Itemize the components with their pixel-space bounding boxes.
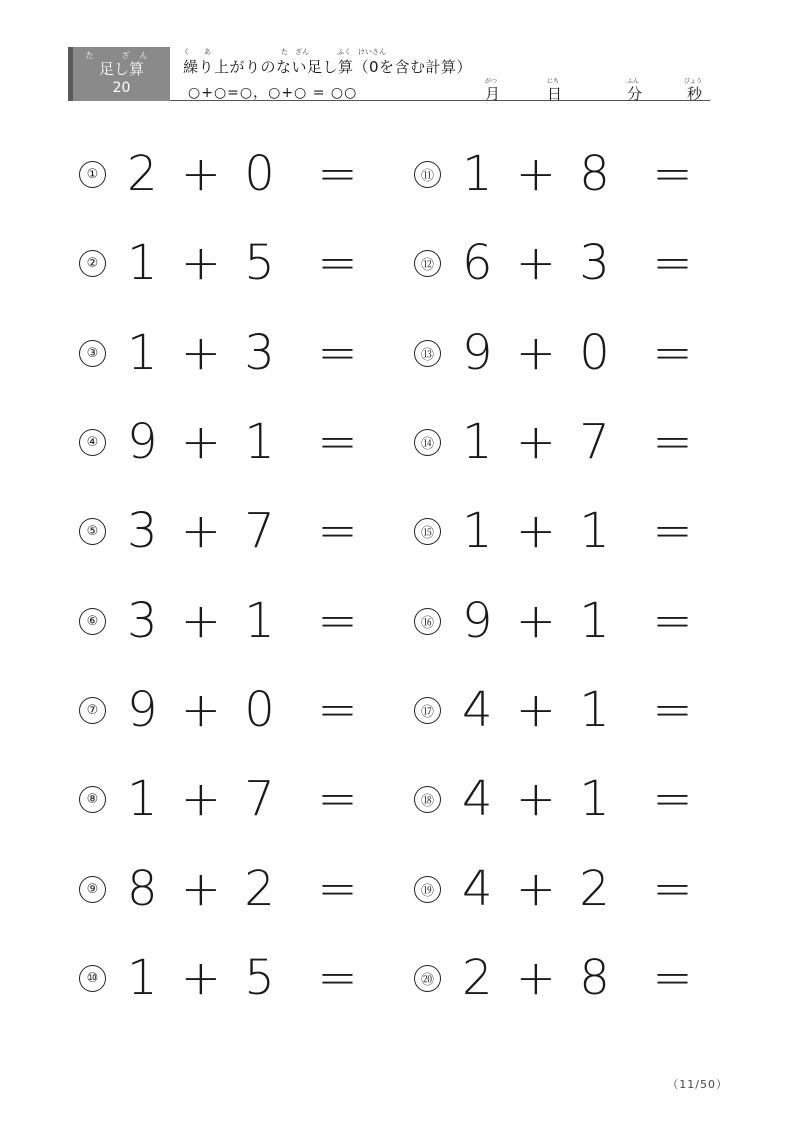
second-label: 秒 (687, 85, 703, 103)
month-label: 月 (485, 85, 501, 103)
problem-item (79, 764, 362, 834)
problem-number: ⑥ (79, 608, 106, 635)
problem-expression: 4 + 2 = (462, 861, 697, 917)
problem-expression: 1 + 8 = (462, 146, 697, 202)
minute-label: 分 (627, 85, 643, 103)
problem-expression: 8 + 2 = (127, 861, 362, 917)
problem-number: ① (79, 161, 106, 188)
title-ruby: く あ た ざん ふく けいさん (183, 48, 386, 56)
problem-expression: 1 + 3 = (127, 325, 362, 381)
problem-number: ⑯ (414, 608, 441, 635)
problem-number: ⑬ (414, 340, 441, 367)
problem-number: ⑱ (414, 786, 441, 813)
problem-number: ④ (79, 429, 106, 456)
problem-number: ⑮ (414, 518, 441, 545)
month-ruby: がつ (485, 78, 498, 85)
problem-expression: 4 + 1 = (462, 771, 697, 827)
problem-item (414, 675, 697, 745)
problem-number: ⑪ (414, 161, 441, 188)
problem-number: ② (79, 250, 106, 277)
problem-expression: 9 + 1 = (127, 414, 362, 470)
problem-item (79, 228, 362, 298)
problem-expression: 6 + 3 = (462, 235, 697, 291)
problem-expression: 9 + 1 = (462, 593, 697, 649)
problem-expression: 1 + 5 = (127, 950, 362, 1006)
problem-item (79, 318, 362, 388)
worksheet-title: 繰り上がりのない足し算（0を含む計算） (183, 58, 473, 76)
problem-item (414, 407, 697, 477)
problem-expression: 9 + 0 = (462, 325, 697, 381)
problem-item (79, 407, 362, 477)
worksheet-subtitle: ○+○=○，○+○ = ○○ (188, 85, 358, 101)
problem-expression: 4 + 1 = (462, 682, 697, 738)
tab-ruby: た ざん (85, 51, 158, 60)
problem-expression: 2 + 8 = (462, 950, 697, 1006)
problem-item (414, 854, 697, 924)
problem-item (414, 586, 697, 656)
problem-number: ⑨ (79, 876, 106, 903)
problem-expression: 3 + 1 = (127, 593, 362, 649)
problem-expression: 3 + 7 = (127, 503, 362, 559)
problem-item (79, 675, 362, 745)
problem-item (79, 943, 362, 1013)
problem-item (414, 139, 697, 209)
problem-expression: 1 + 7 = (127, 771, 362, 827)
problem-item (79, 854, 362, 924)
day-label: 日 (547, 85, 563, 103)
problem-number: ⑩ (79, 965, 106, 992)
problem-item (79, 586, 362, 656)
problem-item (414, 496, 697, 566)
problem-number: ⑰ (414, 697, 441, 724)
day-ruby: にち (547, 78, 560, 85)
problem-item (414, 228, 697, 298)
worksheet-number: 20 (112, 80, 131, 96)
problem-number: ⑳ (414, 965, 441, 992)
problem-expression: 1 + 7 = (462, 414, 697, 470)
second-ruby: びょう (684, 78, 703, 85)
problem-expression: 1 + 1 = (462, 503, 697, 559)
problem-item (79, 139, 362, 209)
minute-ruby: ふん (627, 78, 640, 85)
page-number: （11/50） (667, 1078, 728, 1091)
problem-expression: 1 + 5 = (127, 235, 362, 291)
problem-item (414, 764, 697, 834)
problem-item (414, 318, 697, 388)
problem-item (414, 943, 697, 1013)
problem-item (79, 496, 362, 566)
problem-number: ⑤ (79, 518, 106, 545)
problem-number: ③ (79, 340, 106, 367)
problem-number: ⑫ (414, 250, 441, 277)
problem-number: ⑦ (79, 697, 106, 724)
problem-number: ⑲ (414, 876, 441, 903)
problem-number: ⑭ (414, 429, 441, 456)
problem-expression: 9 + 0 = (127, 682, 362, 738)
tab-title: 足し算 (98, 60, 144, 78)
problem-number: ⑧ (79, 786, 106, 813)
problem-expression: 2 + 0 = (127, 146, 362, 202)
